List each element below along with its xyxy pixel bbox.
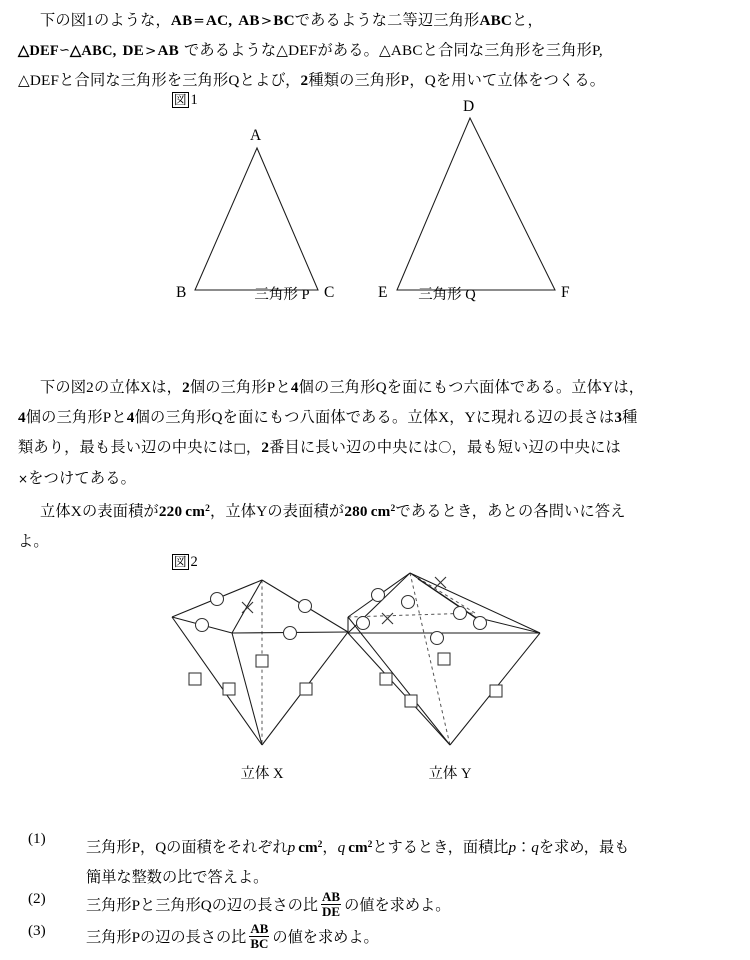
paragraph-2-line-6: よ。	[18, 533, 49, 550]
marker-circle	[454, 607, 467, 620]
marker-square	[380, 673, 392, 685]
figure-2-solids	[150, 555, 610, 765]
marker-square	[405, 695, 417, 707]
marker-circle	[299, 600, 312, 613]
marker-square	[300, 683, 312, 695]
unit-cm-squared-p: $cm^2$	[298, 839, 323, 856]
triangle-p-vertex-b: B	[176, 284, 187, 301]
marker-circle	[402, 596, 415, 609]
triangle-q-vertex-d: D	[463, 100, 475, 115]
triangle-p-caption: 三角形 P	[254, 287, 310, 303]
question-1-number: (1)	[28, 830, 46, 847]
paragraph-2-line-4: ×をつけてある。	[18, 470, 136, 487]
paragraph-1-line-2: △DEF∽△ABC, DE>AB であるような△DEFがある。△ABCと合同な三角形を三角形P,	[18, 42, 603, 59]
paragraph-2-line-3: 類あり，最も長い辺の中央には□，2番目に長い辺の中央には〇，最も短い辺の中央には	[18, 439, 621, 456]
figure-1-label: 図 1	[174, 92, 198, 108]
figure-2-label: 図 2	[174, 554, 198, 570]
marker-circle	[431, 632, 444, 645]
figure-2-svg	[150, 555, 610, 765]
marker-x	[435, 577, 446, 588]
triangle-q-vertex-f: F	[561, 284, 570, 301]
question-3-number: (3)	[28, 922, 46, 939]
paragraph-1-line-1: 下の図1のような，AB=AC, AB>BCであるような二等辺三角形ABCと，	[40, 12, 543, 29]
paragraph-2	[18, 373, 644, 557]
question-2-number: (2)	[28, 890, 46, 907]
triangle-p-vertex-a: A	[250, 127, 262, 144]
solid-x	[172, 580, 348, 745]
marker-square	[189, 673, 201, 685]
triangle-q-vertex-e: E	[378, 284, 388, 301]
triangle-p-shape	[195, 148, 318, 290]
paragraph-2-line-1: 下の図2の立体Xは，2個の三角形Pと4個の三角形Qを面にもつ六面体である。立体Yは，	[40, 379, 645, 396]
marker-circle	[357, 617, 370, 630]
solid-x-caption: 立体 X	[240, 766, 284, 782]
marker-circle	[196, 619, 209, 632]
marker-square	[490, 685, 502, 697]
unit-cm-squared-y: $cm^2$	[370, 503, 396, 520]
paragraph-2-line-5: 立体Xの表面積が220 $cm^2$，立体Yの表面積が280 $cm^2$であるとき，あとの各問いに答え	[40, 503, 626, 520]
solid-y-caption: 立体 Y	[428, 766, 472, 782]
paragraph-2-line-2: 4個の三角形Pと4個の三角形Qを面にもつ八面体である。立体X，Yに現れる辺の長さは3種	[18, 409, 638, 426]
marker-circle	[284, 627, 297, 640]
solid-y	[348, 573, 540, 745]
marker-square	[256, 655, 268, 667]
marker-circle	[211, 593, 224, 606]
unit-cm-squared-q: $cm^2$	[348, 839, 373, 856]
figure-1-svg	[150, 100, 580, 310]
triangle-q-shape	[397, 118, 555, 290]
paragraph-1-line-3: △DEFと合同な三角形を三角形Qとよび，2種類の三角形P，Qを用いて立体をつくる。	[18, 72, 606, 89]
triangle-p-vertex-c: C	[324, 284, 335, 301]
marker-circle	[372, 589, 385, 602]
question-2-body: 三角形Pと三角形Qの辺の長さの比 $\frac{AB}{DE}$ の値を求めよ。	[86, 889, 451, 920]
marker-circle	[474, 617, 487, 630]
marker-square	[223, 683, 235, 695]
fraction-ab-over-bc: $\frac{AB}{BC}$	[250, 921, 269, 952]
paragraph-1	[18, 6, 605, 96]
marker-square	[438, 653, 450, 665]
fraction-ab-over-de: $\frac{AB}{DE}$	[322, 889, 341, 920]
question-3-body: 三角形Pの辺の長さの比 $\frac{AB}{BC}$ の値を求めよ。	[86, 921, 379, 952]
question-1-body	[86, 830, 629, 893]
figure-1-triangles	[150, 100, 580, 310]
triangle-q-caption: 三角形 Q	[418, 287, 476, 303]
marker-x	[382, 613, 393, 624]
question-1-line-1: 三角形P，Qの面積をそれぞれp $cm^2$，q $cm^2$とするとき，面積比p：qを求め，最も	[86, 839, 630, 856]
question-1-line-2: 簡単な整数の比で答えよ。	[86, 869, 269, 886]
marker-x	[242, 602, 253, 613]
unit-cm-squared-x: $cm^2$	[185, 503, 211, 520]
